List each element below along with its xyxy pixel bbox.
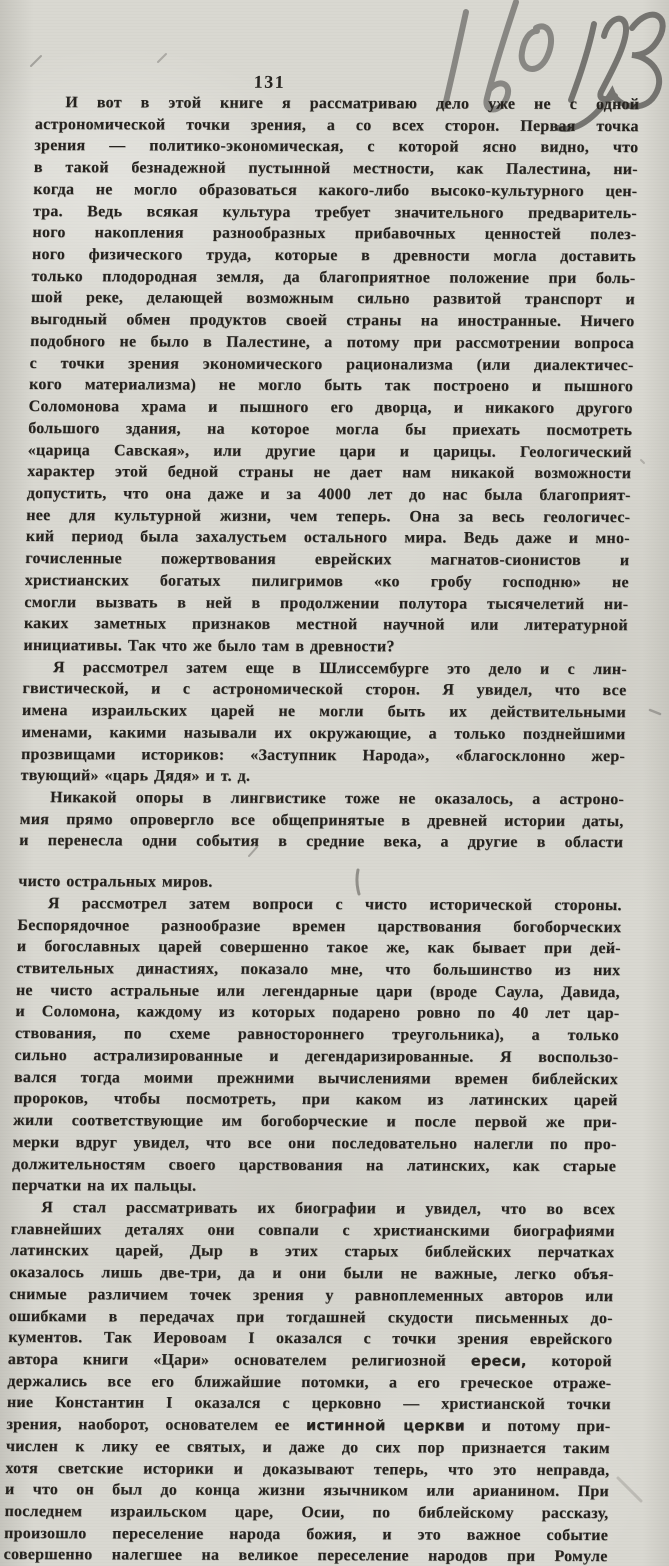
text-segment: последнем израильском царе, Осии, по библейскому рассказу, bbox=[4, 1502, 609, 1523]
text-line bbox=[6, 1436, 610, 1460]
text-line bbox=[13, 1110, 617, 1134]
text-segment: характер этой бедной страны не дает нам никакой возможности bbox=[27, 463, 632, 483]
text-line bbox=[18, 871, 622, 895]
text-line bbox=[17, 936, 621, 960]
text-line bbox=[29, 353, 633, 377]
text-line bbox=[31, 266, 635, 290]
text-line bbox=[28, 418, 632, 442]
text-block bbox=[3, 70, 640, 1566]
text-segment: тра. Ведь всякая культура требует значительного предваритель- bbox=[32, 202, 638, 222]
text-segment: И вот в этой книге я рассматриваю дело уже не с одной bbox=[65, 94, 640, 114]
text-line bbox=[29, 374, 633, 398]
text-line bbox=[26, 505, 630, 529]
text-line bbox=[4, 1523, 608, 1547]
text-line bbox=[22, 678, 626, 702]
text-line bbox=[25, 548, 629, 572]
text-line bbox=[35, 114, 639, 138]
text-line bbox=[18, 893, 622, 917]
text-segment: и перенесла одни события в средние века, а другие в области bbox=[18, 832, 624, 852]
text-line bbox=[31, 287, 635, 311]
bold-emphasis: истинной церкви bbox=[305, 1417, 466, 1435]
text-segment: выгодный обмен продуктов своей страны на иностранные. Ничего bbox=[30, 311, 635, 331]
text-segment: ошибками в передачах при тогдашней скудости письменных до- bbox=[8, 1307, 613, 1327]
text-segment: держались все его ближайшие потомки, а его греческое отраже- bbox=[7, 1372, 612, 1392]
text-segment: инициативы. Так что же было там в древности? bbox=[23, 636, 395, 656]
text-segment: астрономической точки зрения, а со всех сторон. Первая точка bbox=[34, 115, 639, 135]
text-line bbox=[27, 461, 631, 485]
text-segment: сильно астрализированные и дегендаризированные. Я воспользо- bbox=[14, 1046, 619, 1067]
text-line bbox=[6, 1414, 610, 1438]
text-line bbox=[34, 157, 638, 181]
text-line bbox=[10, 1262, 614, 1286]
text-line bbox=[26, 526, 630, 550]
text-segment: жили соответствующие им богоборческие и после первой же при- bbox=[12, 1112, 618, 1132]
text-segment: хотя светские историки и доказывают теперь, что это неправда, bbox=[5, 1459, 610, 1479]
text-segment: зрения, наоборот, основателем ее bbox=[6, 1416, 307, 1435]
text-segment: Беспорядочное разнообразие времен царствования богоборческих bbox=[17, 916, 622, 936]
text-line bbox=[8, 1327, 612, 1351]
text-segment: допустить, что она даже и за 4000 лет до нас была благоприят- bbox=[26, 484, 631, 505]
text-segment: в такой безнадежной пустынной местности, как Палестина, ни- bbox=[33, 159, 639, 179]
text-segment: вался тогда моими прежними вычислениями времен библейских bbox=[13, 1068, 619, 1088]
text-segment: именами, какими называли их окружающие, а только позднейшими bbox=[21, 723, 626, 743]
text-line bbox=[14, 1067, 618, 1091]
text-segment: чисто остральных миров. bbox=[18, 873, 213, 891]
text-line bbox=[35, 92, 639, 116]
text-segment: кого материализма) не могло быть так построено и пышного bbox=[28, 376, 634, 396]
text-segment: каких заметных признаков местной научной или литературной bbox=[23, 615, 629, 635]
text-line bbox=[24, 592, 628, 616]
text-line bbox=[28, 396, 632, 420]
text-segment: смогли вызвать в ней в продолжении полутора тысячелетий ни- bbox=[24, 593, 629, 613]
text-line bbox=[24, 613, 628, 637]
text-line bbox=[16, 958, 620, 982]
text-segment: гвистической, и с астрономической сторон. Я увидел, что все bbox=[22, 680, 627, 700]
text-segment: мия прямо опровергло все общепринятые в древней истории даты, bbox=[19, 810, 624, 830]
text-segment: твующий» «царь Дядя» и т. д. bbox=[20, 767, 251, 786]
text-line bbox=[10, 1240, 614, 1264]
paragraph bbox=[11, 893, 622, 1199]
text-segment: оказалось лишь две-три, да и они были не важные, легко объя- bbox=[9, 1264, 614, 1284]
text-segment: Я рассмотрел затем вопроси с чисто исторической стороны. bbox=[47, 894, 622, 914]
text-segment: и потому при- bbox=[464, 1417, 611, 1436]
text-line bbox=[23, 657, 627, 681]
text-segment: имена израильских царей не могли быть их действительными bbox=[21, 702, 627, 722]
text-segment: шой реке, делающей возможным сильно развитой транспорт и bbox=[30, 289, 636, 309]
text-segment: ного накопления разнообразных прибавочных ценностей полез- bbox=[32, 224, 637, 244]
text-segment: ствительных династиях, показало мне, что большинство из них bbox=[16, 960, 621, 980]
bold-emphasis: ереси, bbox=[470, 1352, 527, 1370]
text-segment: которой bbox=[526, 1352, 613, 1371]
text-line bbox=[33, 179, 637, 203]
text-line bbox=[7, 1371, 611, 1395]
text-segment: зрения — политико-экономическая, с которой ясно видно, что bbox=[34, 137, 639, 157]
text-segment: ного физического труда, которые в древности могла доставить bbox=[31, 246, 637, 266]
text-segment: автора книги «Цари» основателем религиозной bbox=[7, 1350, 472, 1370]
text-line bbox=[10, 1219, 614, 1243]
text-segment: Я рассмотрел затем еще в Шлиссембурге это дело и с лин- bbox=[52, 658, 628, 678]
text-segment: кументов. Так Иеровоам I оказался с точки зрения еврейского bbox=[8, 1329, 613, 1349]
text-segment: главнейших деталях они совпали с христианскими биографиями bbox=[10, 1220, 615, 1240]
text-segment: мерки вдруг увидел, что все они последовательно налегли по про- bbox=[12, 1133, 617, 1153]
text-segment: с точки зрения экономического рационализма (или диалектичес- bbox=[29, 354, 634, 374]
text-segment: совершенно налегшее на великое переселение народов при Ромуле bbox=[3, 1546, 608, 1566]
text-segment: нее для культурной жизни, чем теперь. Она за весь геологичес- bbox=[26, 506, 631, 526]
text-segment: пророков, чтобы посмотреть, при каком из латинских царей bbox=[13, 1090, 618, 1110]
text-line bbox=[23, 635, 627, 659]
text-line bbox=[27, 439, 631, 463]
text-segment: Никакой опоры в лингвистике тоже не оказалось, а астроно- bbox=[49, 789, 625, 809]
text-segment: латинских царей, Дыр в этих старых библейских перчатках bbox=[10, 1242, 615, 1262]
text-segment: должительностям своего царствования на латинских, как старые bbox=[11, 1155, 617, 1175]
paragraph bbox=[18, 871, 622, 895]
text-column bbox=[3, 92, 639, 1566]
text-segment: «царица Савская», или другие цари и царицы. Геологический bbox=[27, 441, 632, 461]
text-line bbox=[33, 201, 637, 225]
text-segment: числен к лику ее святых, и даже до сих пор признается таким bbox=[5, 1437, 611, 1457]
text-line bbox=[14, 1045, 618, 1069]
text-line bbox=[12, 1132, 616, 1156]
paragraph bbox=[23, 92, 639, 659]
text-line bbox=[15, 1001, 619, 1025]
text-segment: христианских богатых пилигримов «ко гробу господню» не bbox=[24, 571, 630, 591]
text-segment: прозвищами историков: «Заступник Народа», «благосклонно жер- bbox=[20, 745, 626, 765]
text-line bbox=[19, 830, 623, 854]
text-segment: снимые различием точек зрения у равноплеменных авторов или bbox=[9, 1285, 614, 1305]
text-line bbox=[12, 1153, 616, 1177]
text-segment: и богославных царей совершенно такое же, как бывает при дей- bbox=[16, 938, 622, 958]
text-segment: кий период была захалустьем остального мира. Ведь даже и мно- bbox=[25, 528, 630, 548]
text-line bbox=[21, 722, 625, 746]
text-segment: Я стал рассматривать их биографии и увидел, что во всех bbox=[40, 1199, 616, 1219]
text-line bbox=[9, 1306, 613, 1330]
text-segment: произошло переселение народа божия, и это важное событие bbox=[3, 1524, 609, 1544]
text-line bbox=[15, 1023, 619, 1047]
text-segment: ствования, по схеме равностороннего треугольника), а только bbox=[14, 1025, 620, 1045]
text-line bbox=[13, 1088, 617, 1112]
text-segment: только плодородная земля, да благоприятное положение при боль- bbox=[31, 267, 636, 287]
text-line bbox=[21, 744, 625, 768]
text-line bbox=[25, 570, 629, 594]
text-segment: Соломонова храма и пышного его дворца, и никакого другого bbox=[28, 398, 633, 418]
text-segment: гочисленные пожертвования еврейских магнатов-сионистов и bbox=[25, 550, 630, 570]
text-line bbox=[27, 483, 631, 507]
text-segment: перчатки на их пальцы. bbox=[11, 1177, 197, 1195]
text-segment: не чисто астральные или легендарные цари (вроде Саула, Давида, bbox=[15, 981, 621, 1001]
text-line bbox=[20, 787, 624, 811]
page-number: 131 bbox=[253, 71, 286, 92]
text-line bbox=[30, 309, 634, 333]
paragraph bbox=[20, 657, 627, 789]
text-segment: и что он был до конца жизни язычником или арианином. При bbox=[4, 1481, 610, 1501]
text-line bbox=[4, 1501, 608, 1525]
text-segment: и Соломона, каждому из которых подарено ровно по 40 лет цар- bbox=[15, 1003, 620, 1023]
text-line bbox=[22, 700, 626, 724]
paragraph bbox=[19, 787, 624, 854]
text-segment: подобного не было в Палестине, а потому при рассмотрении вопроса bbox=[29, 332, 635, 353]
text-line bbox=[30, 331, 634, 355]
text-line bbox=[32, 244, 636, 268]
text-line bbox=[3, 1544, 607, 1566]
text-line bbox=[9, 1284, 613, 1308]
text-line bbox=[5, 1458, 609, 1482]
text-line bbox=[34, 135, 638, 159]
text-segment: ние Константин I оказался с церковно — христианской точки bbox=[6, 1394, 612, 1414]
text-line bbox=[8, 1349, 612, 1373]
text-line bbox=[20, 765, 624, 789]
text-line bbox=[17, 915, 621, 939]
text-line bbox=[11, 1197, 615, 1221]
text-line bbox=[19, 809, 623, 833]
text-segment: когда не могло образоваться какого-либо высоко-культурного цен- bbox=[33, 180, 638, 200]
text-line bbox=[32, 222, 636, 246]
paragraph bbox=[3, 1197, 615, 1566]
text-segment: большого здания, на которое могла бы приехать посмотреть bbox=[27, 419, 633, 439]
text-line bbox=[5, 1479, 609, 1503]
text-line bbox=[7, 1392, 611, 1416]
text-line bbox=[16, 980, 620, 1004]
text-line bbox=[11, 1175, 615, 1199]
